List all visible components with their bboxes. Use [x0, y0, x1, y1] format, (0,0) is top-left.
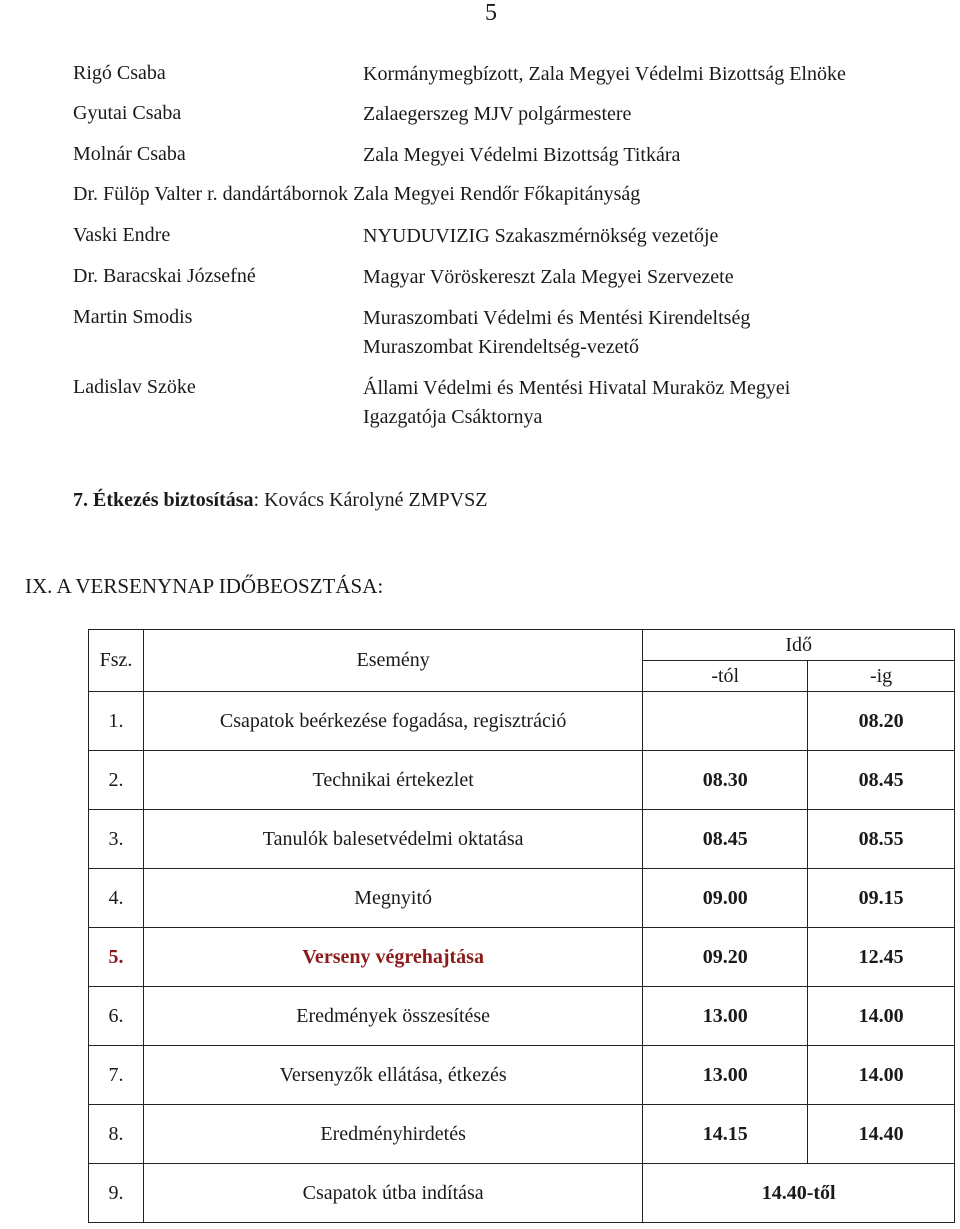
person-role: Muraszombat Kirendeltség-vezető — [363, 336, 640, 358]
section-7-value: : Kovács Károlyné ZMPVSZ — [253, 489, 488, 511]
schedule-row — [89, 1046, 955, 1105]
person-name: Molnár Csaba — [73, 143, 186, 165]
section-7-heading — [73, 489, 487, 512]
row-to: 08.45 — [808, 751, 955, 810]
row-from: 13.00 — [643, 1046, 808, 1105]
person-role: Igazgatója Csáktornya — [363, 406, 543, 428]
row-event: Verseny végrehajtása — [143, 928, 642, 987]
schedule-row — [89, 1105, 955, 1164]
row-number: 3. — [89, 810, 144, 869]
row-time-range: 14.40-től — [643, 1164, 955, 1223]
row-event: Technikai értekezlet — [143, 751, 642, 810]
schedule-row — [89, 692, 955, 751]
row-from — [643, 692, 808, 751]
section-9-title: IX. A VERSENYNAP IDŐBEOSZTÁSA: — [25, 574, 384, 598]
row-from: 13.00 — [643, 987, 808, 1046]
row-event: Tanulók balesetvédelmi oktatása — [143, 810, 642, 869]
page-number: 5 — [485, 0, 497, 26]
person-name: Ladislav Szöke — [73, 376, 196, 398]
row-to: 09.15 — [808, 869, 955, 928]
row-number: 5. — [89, 928, 144, 987]
row-to: 14.40 — [808, 1105, 955, 1164]
schedule-row — [89, 1164, 955, 1223]
person-name: Dr. Fülöp Valter r. dandártábornok Zala Megyei Rendőr Főkapitányság — [73, 183, 641, 205]
row-event: Versenyzők ellátása, étkezés — [143, 1046, 642, 1105]
schedule-row — [89, 810, 955, 869]
row-number: 9. — [89, 1164, 144, 1223]
row-event: Eredményhirdetés — [143, 1105, 642, 1164]
schedule-row — [89, 928, 955, 987]
row-from: 14.15 — [643, 1105, 808, 1164]
row-number: 1. — [89, 692, 144, 751]
person-role: Zalaegerszeg MJV polgármestere — [363, 103, 632, 125]
section-7-label: 7. Étkezés biztosítása — [73, 489, 254, 511]
person-role: Állami Védelmi és Mentési Hivatal Muraköz Megyei — [363, 377, 791, 399]
schedule-row — [89, 869, 955, 928]
person-name: Gyutai Csaba — [73, 102, 182, 124]
row-from: 08.45 — [643, 810, 808, 869]
row-number: 2. — [89, 751, 144, 810]
row-event: Megnyitó — [143, 869, 642, 928]
person-role: Muraszombati Védelmi és Mentési Kirendeltség — [363, 307, 751, 329]
row-number: 8. — [89, 1105, 144, 1164]
header-from: -tól — [643, 661, 808, 692]
schedule-row — [89, 987, 955, 1046]
row-from: 08.30 — [643, 751, 808, 810]
row-to: 12.45 — [808, 928, 955, 987]
person-name: Martin Smodis — [73, 306, 193, 328]
row-from: 09.20 — [643, 928, 808, 987]
row-to: 14.00 — [808, 1046, 955, 1105]
person-name: Dr. Baracskai Józsefné — [73, 265, 256, 287]
row-number: 6. — [89, 987, 144, 1046]
header-event: Esemény — [143, 630, 642, 692]
person-role: Zala Megyei Védelmi Bizottság Titkára — [363, 144, 681, 166]
person-role: Kormánymegbízott, Zala Megyei Védelmi Bizottság Elnöke — [363, 63, 846, 85]
person-role: NYUDUVIZIG Szakaszmérnökség vezetője — [363, 225, 719, 247]
row-event: Csapatok útba indítása — [143, 1164, 642, 1223]
person-role: Magyar Vöröskereszt Zala Megyei Szervezete — [363, 266, 734, 288]
row-from: 09.00 — [643, 869, 808, 928]
row-number: 4. — [89, 869, 144, 928]
row-to: 08.55 — [808, 810, 955, 869]
person-name: Rigó Csaba — [73, 62, 166, 84]
row-to: 14.00 — [808, 987, 955, 1046]
header-no: Fsz. — [89, 630, 144, 692]
schedule-table — [88, 629, 955, 1223]
row-number: 7. — [89, 1046, 144, 1105]
header-time: Idő — [643, 630, 955, 661]
schedule-row — [89, 751, 955, 810]
row-to: 08.20 — [808, 692, 955, 751]
person-name: Vaski Endre — [73, 224, 171, 246]
row-event: Csapatok beérkezése fogadása, regisztráció — [143, 692, 642, 751]
row-event: Eredmények összesítése — [143, 987, 642, 1046]
header-to: -ig — [808, 661, 955, 692]
